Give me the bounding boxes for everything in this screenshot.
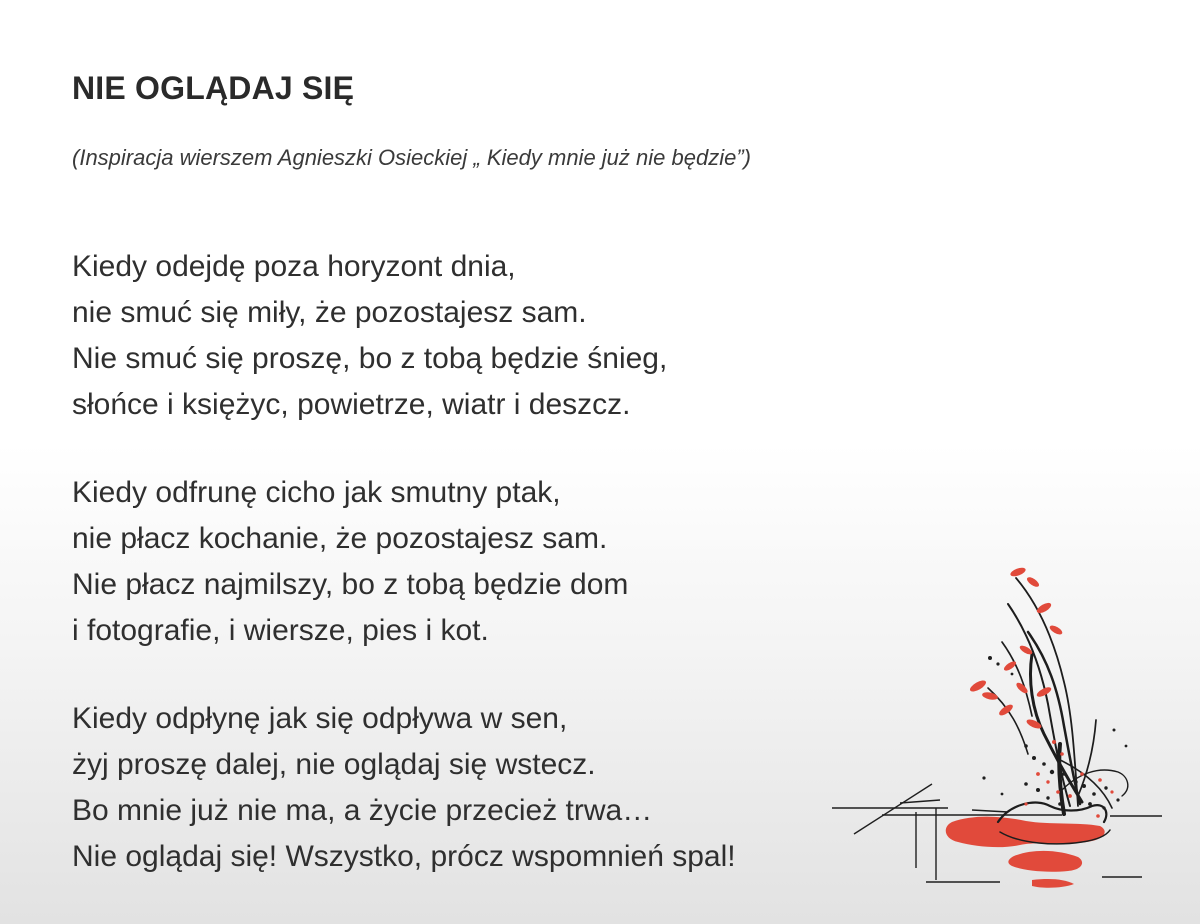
poem-line: Nie smuć się proszę, bo z tobą będzie śnieg, [72,342,668,375]
red-ink-splash-icon [946,817,1105,888]
poem-title: NIE OGLĄDAJ SIĘ [72,70,355,106]
stanza-1 [72,244,832,428]
poem-line: Kiedy odejdę poza horyzont dnia, [72,250,516,283]
branch-illustration [812,560,1182,900]
poem-body [72,244,832,922]
poem-line: nie smuć się miły, że pozostajesz sam. [72,296,587,329]
poem-subtitle: (Inspiracja wierszem Agnieszki Osieckiej „ Kiedy mnie już nie będzie”) [72,145,751,170]
stanza-3 [72,696,832,880]
poem-line: Nie płacz najmilszy, bo z tobą będzie dom [72,568,629,601]
red-leaves-icon [968,566,1063,730]
poem-line: żyj proszę dalej, nie oglądaj się wstecz. [72,748,596,781]
poem-line: nie płacz kochanie, że pozostajesz sam. [72,522,608,555]
poem-line: Nie oglądaj się! Wszystko, prócz wspomnień spal! [72,840,736,873]
poem-line: słońce i księżyc, powietrze, wiatr i deszcz. [72,388,631,421]
black-ink-dots-icon [982,656,1127,810]
poem-line: i fotografie, i wiersze, pies i kot. [72,614,489,647]
poem-line: Kiedy odpłynę jak się odpływa w sen, [72,702,568,735]
stanza-2 [72,470,832,654]
poem-line: Bo mnie już nie ma, a życie przecież trwa… [72,794,653,827]
poem-line: Kiedy odfrunę cicho jak smutny ptak, [72,476,561,509]
